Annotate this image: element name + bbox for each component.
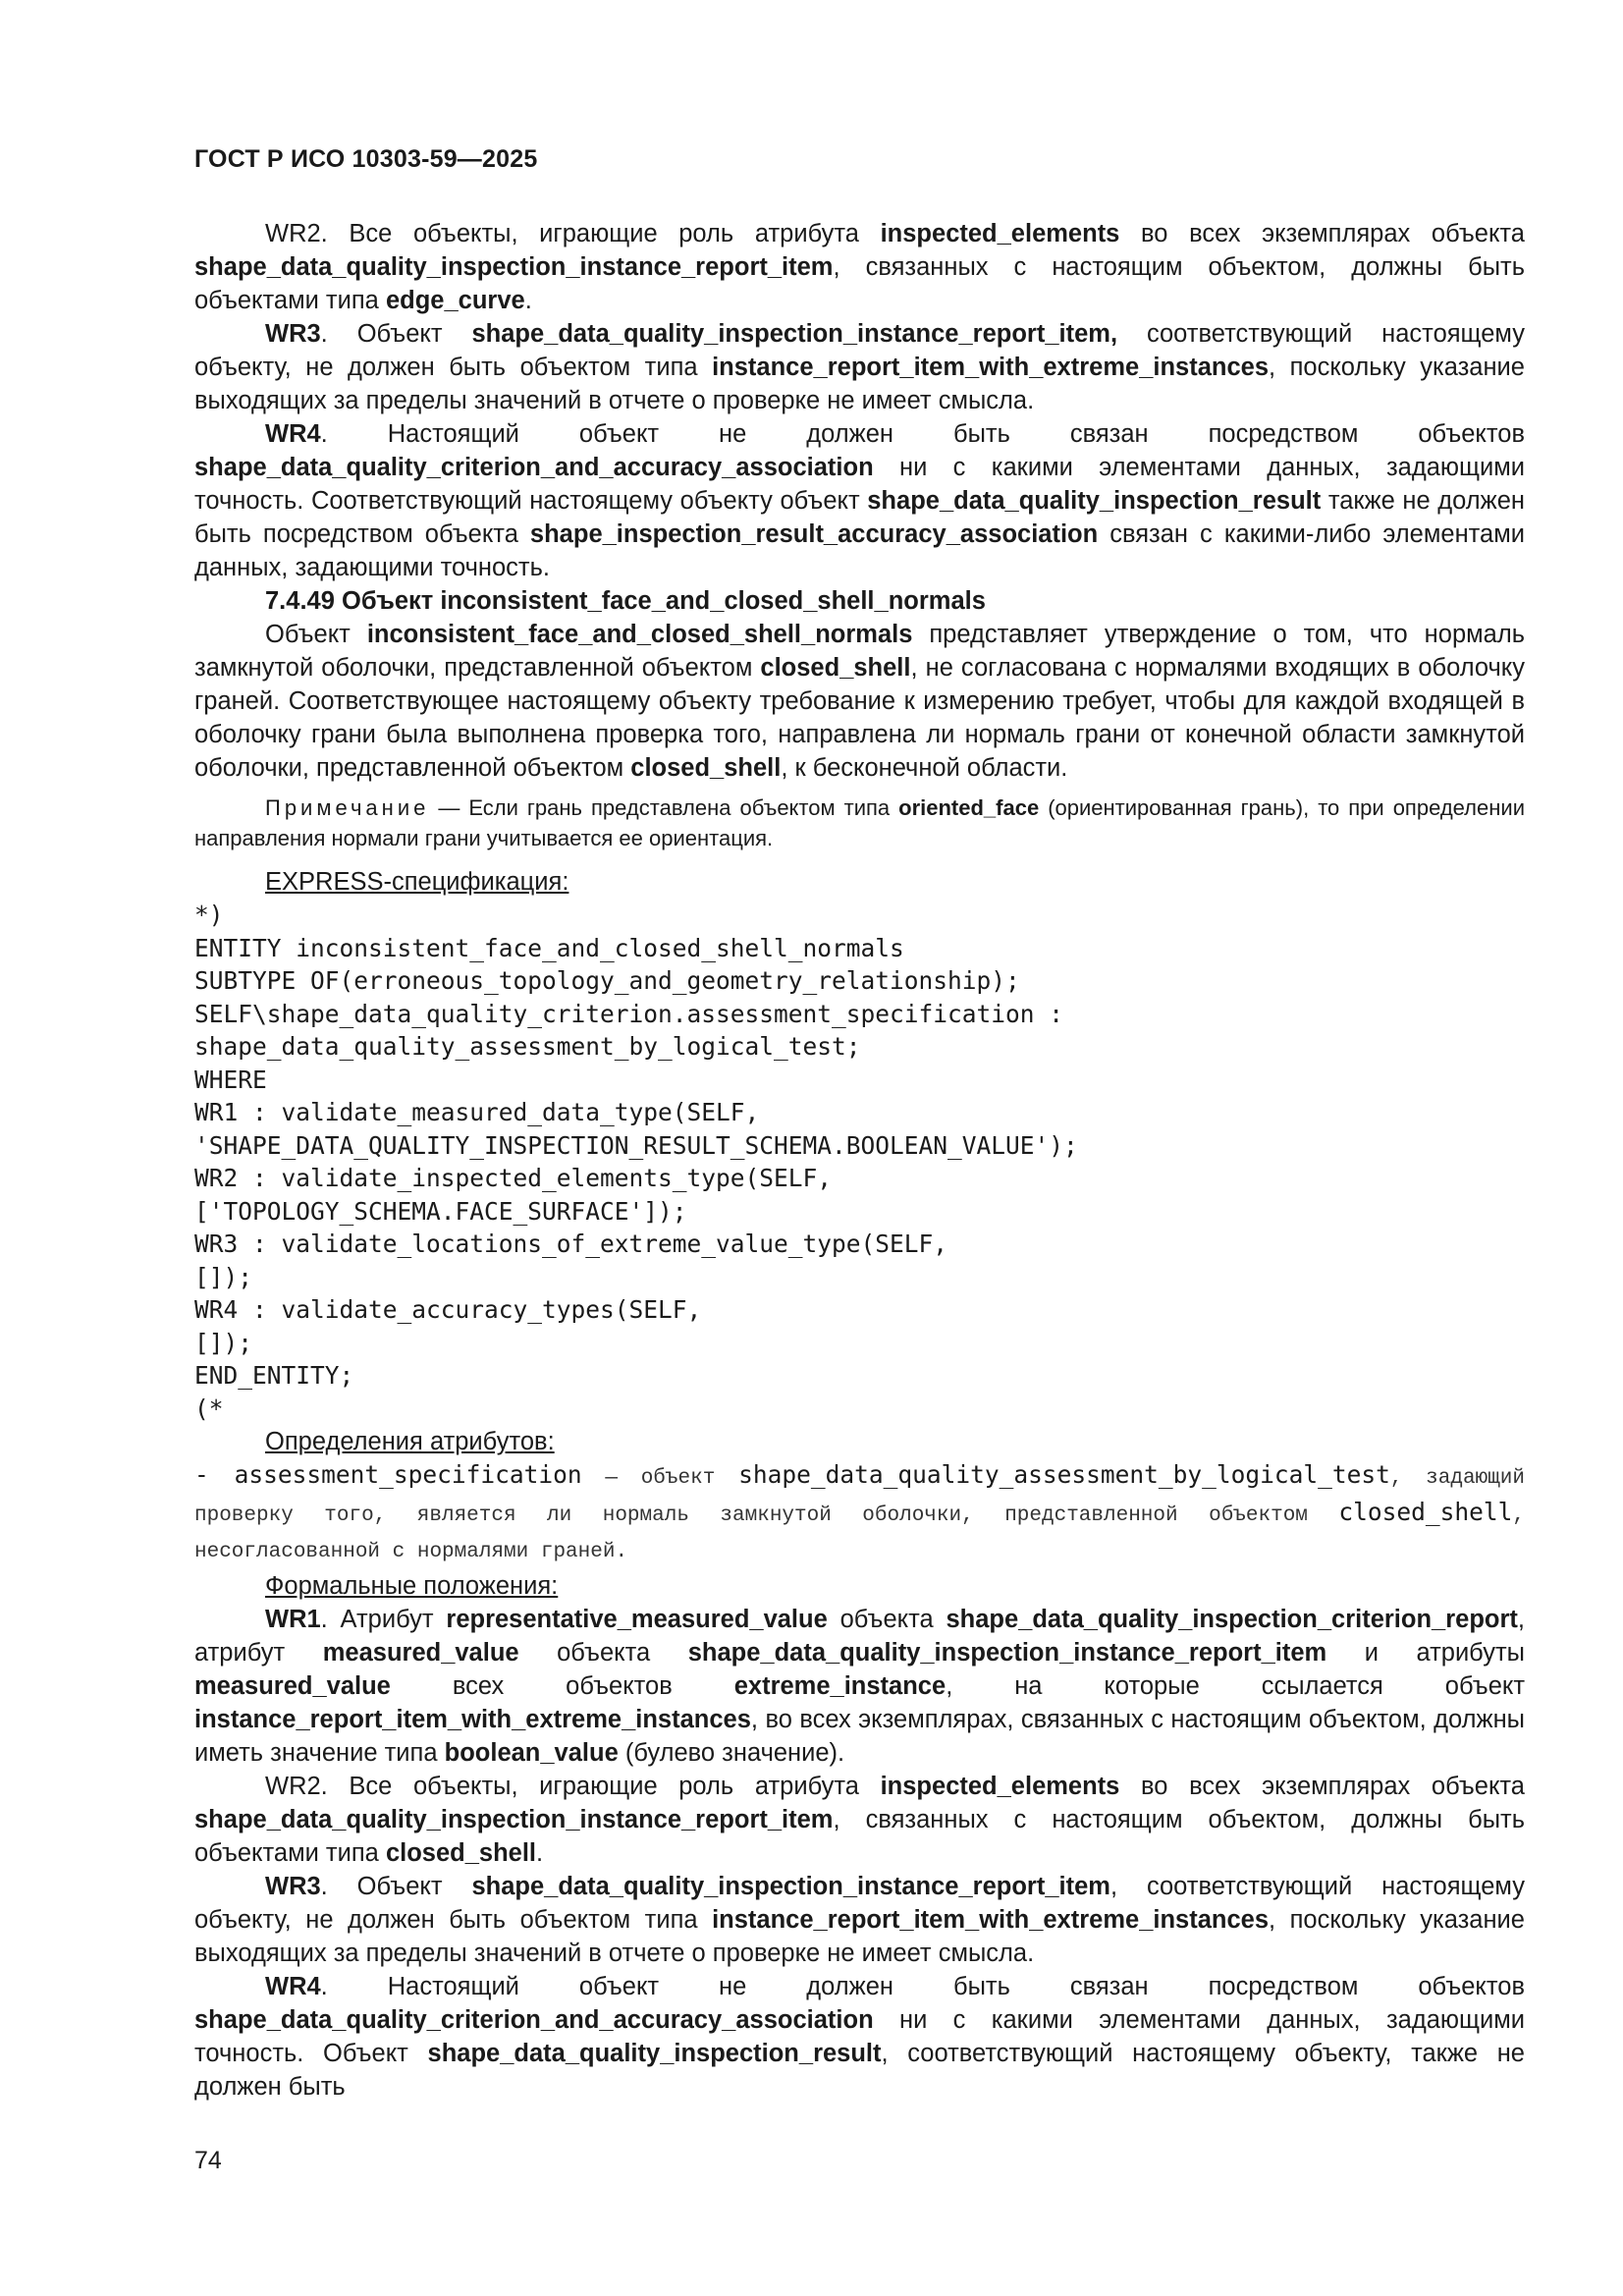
document-header: ГОСТ Р ИСО 10303-59—2025 <box>194 145 538 173</box>
code-line: WR2 : validate_inspected_elements_type(SELF, <box>194 1164 833 1192</box>
code-line: []); <box>194 1328 253 1357</box>
paragraph-wr3-first: WR3. Объект shape_data_quality_inspection_instance_report_item, соответствующий настоящему объекту, не должен быть объектом типа instance_report_item_with_extreme_instances, поскольку указание выходящих за пределы значений в отчете о проверке не имеет смысла. <box>194 320 1526 414</box>
express-spec-label: EXPRESS-спецификация: <box>265 868 569 896</box>
code-line: 'SHAPE_DATA_QUALITY_INSPECTION_RESULT_SCHEMA.BOOLEAN_VALUE'); <box>194 1130 1078 1160</box>
code-line: WR1 : validate_measured_data_type(SELF, <box>194 1098 760 1126</box>
code-line: WR4 : validate_accuracy_types(SELF, <box>194 1295 702 1324</box>
page-number: 74 <box>194 2147 222 2174</box>
code-line: (* <box>194 1394 224 1423</box>
section-heading: 7.4.49 Объект inconsistent_face_and_closed_shell_normals <box>265 587 986 615</box>
paragraph-wr2-shell: WR2. Все объекты, играющие роль атрибута inspected_elements во всех экземплярах объекта shape_data_quality_inspection_instance_report_item, связанных с настоящим объектом, должны быть объектами типа closed_shell. <box>194 1772 1525 1867</box>
formal-propositions-label: Формальные положения: <box>265 1571 559 1600</box>
note-paragraph: Примечание — Если грань представлена объектом типа oriented_face (ориентированная грань), то при определении направления нормали грани учитывается ее ориентация. <box>194 795 1525 850</box>
code-line: ['TOPOLOGY_SCHEMA.FACE_SURFACE']); <box>194 1196 687 1226</box>
paragraph-entity-description: Объект inconsistent_face_and_closed_shell_normals представляет утверждение о том, что нормаль замкнутой оболочки, представленной объектом closed_shell, не согласована с нормалями входящих в оболочку граней. Соответствующее настоящему объекту требование к измерению требует, чтобы для каждой входящей в оболочку грани была выполнена проверка того, направлена ли нормаль грани от конечной области замкнутой оболочки, представленной объектом closed_shell, к бесконечной области. <box>194 621 1525 782</box>
paragraph-wr1: WR1. Атрибут representative_measured_value объекта shape_data_quality_inspection_criterion_report, атрибут measured_value объекта shape_data_quality_inspection_instance_report_item и атрибуты measured_value всех объектов extreme_instance, на которые ссылается объект instance_report_item_with_extreme_instances, во всех экземплярах, связанных с настоящим объектом, должны иметь значение типа boolean_value (булево значение). <box>194 1605 1525 1767</box>
note-label: Примечание <box>265 795 430 820</box>
code-line: *) <box>194 901 224 929</box>
attribute-definition: - assessment_specification — объект shape_data_quality_assessment_by_logical_test, задающий проверку того, является ли нормаль замкнутой оболочки, представленной объектом closed_shell, несогласованной с нормалями граней. <box>194 1460 1525 1563</box>
code-line: WR3 : validate_locations_of_extreme_value_type(SELF, <box>194 1230 948 1258</box>
code-line: []); <box>194 1262 253 1291</box>
code-line: shape_data_quality_assessment_by_logical_test; <box>194 1032 861 1061</box>
paragraph-wr4-first: WR4. Настоящий объект не должен быть связан посредством объектов shape_data_quality_criterion_and_accuracy_association ни с какими элементами данных, задающими точность. Соответствующий настоящему объекту объект shape_data_quality_inspection_result также не должен быть посредством объекта shape_inspection_result_accuracy_association связан с какими-либо элементами данных, задающими точность. <box>194 420 1526 581</box>
attribute-definitions-label: Определения атрибутов: <box>265 1428 555 1455</box>
express-code-block <box>194 899 1525 1425</box>
paragraph-wr2-edge: WR2. Все объекты, играющие роль атрибута inspected_elements во всех экземплярах объекта shape_data_quality_inspection_instance_report_item, связанных с настоящим объектом, должны быть объектами типа edge_curve. <box>194 220 1525 314</box>
paragraph-wr4-second: WR4. Настоящий объект не должен быть связан посредством объектов shape_data_quality_criterion_and_accuracy_association ни с какими элементами данных, задающими точность. Объект shape_data_quality_inspection_result, соответствующий настоящему объекту, также не должен быть <box>194 1972 1525 2101</box>
code-line: SUBTYPE OF(erroneous_topology_and_geometry_relationship); <box>194 966 1020 995</box>
code-line: ENTITY inconsistent_face_and_closed_shell_normals <box>194 933 904 962</box>
document-page <box>194 145 1525 2104</box>
code-line: END_ENTITY; <box>194 1361 354 1390</box>
paragraph-wr3-second: WR3. Объект shape_data_quality_inspection_instance_report_item, соответствующий настоящему объекту, не должен быть объектом типа instance_report_item_with_extreme_instances, поскольку указание выходящих за пределы значений в отчете о проверке не имеет смысла. <box>194 1872 1525 1967</box>
code-line: SELF\shape_data_quality_criterion.assessment_specification : <box>194 999 1064 1028</box>
code-line: WHERE <box>194 1065 267 1094</box>
